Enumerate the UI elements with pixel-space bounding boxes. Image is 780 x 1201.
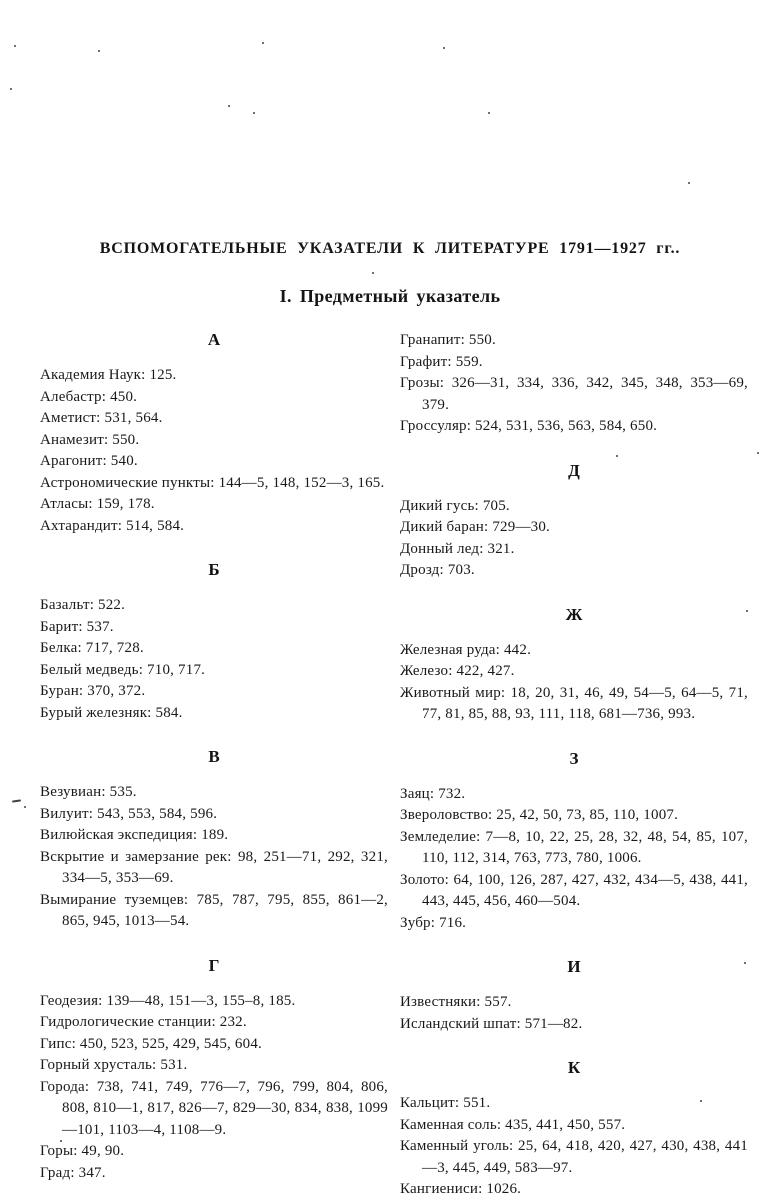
index-entry: Железо: 422, 427. <box>400 663 515 679</box>
index-entry: Арагонит: 540. <box>40 453 138 469</box>
scan-speck <box>12 799 21 802</box>
letter-heading: К <box>567 1058 581 1077</box>
index-entry: Золото: 64, 100, 126, 287, 427, 432, 434—5, 438, 441, 443, 445, 456, 460—504. <box>400 871 748 909</box>
index-entry: Аметист: 531, 564. <box>40 410 163 426</box>
index-entry: Вилюйская экспедиция: 189. <box>40 827 229 843</box>
scan-speck <box>24 806 26 808</box>
letter-heading: З <box>569 748 579 768</box>
letter-heading: И <box>567 957 581 976</box>
index-entry: Дикий гусь: 705. <box>400 497 510 514</box>
scan-speck <box>98 50 100 52</box>
index-entry: Анамезит: 550. <box>40 431 140 448</box>
index-entry: Астрономические пункты: 144—5, 148, 152—3, 165. <box>40 474 385 491</box>
scan-speck <box>688 182 690 184</box>
letter-heading: В <box>208 747 220 766</box>
index-entry: Звероловство: 25, 42, 50, 73, 85, 110, 1007. <box>400 807 679 823</box>
index-entry: Кальцит: 551. <box>400 1095 491 1111</box>
index-entry: Вымирание туземцев: 785, 787, 795, 855, 861—2, 865, 945, 1013—54. <box>40 891 388 929</box>
index-entry: Дикий баран: 729—30. <box>400 519 550 535</box>
index-entry: Алебастр: 450. <box>40 388 138 405</box>
scan-speck <box>253 112 255 114</box>
index-column-left <box>40 330 388 1184</box>
index-entry: Вилуит: 543, 553, 584, 596. <box>40 805 218 822</box>
index-entry: Везувиан: 535. <box>40 784 137 800</box>
index-entry: Каменный уголь: 25, 64, 418, 420, 427, 430, 438, 441—3, 445, 449, 583—97. <box>400 1138 748 1176</box>
scan-speck <box>228 105 230 107</box>
index-entry: Бурый железняк: 584. <box>40 704 183 721</box>
index-entry: Каменная соль: 435, 441, 450, 557. <box>400 1116 626 1133</box>
index-entry: Грозы: 326—31, 334, 336, 342, 345, 348, 353—69, 379. <box>400 375 748 413</box>
index-entry: Гроссуляр: 524, 531, 536, 563, 584, 650. <box>400 418 658 434</box>
index-entry: Гидрологические станции: 232. <box>40 1014 247 1030</box>
index-entry: Горный хрусталь: 531. <box>40 1057 188 1073</box>
index-entry: Горы: 49, 90. <box>40 1143 125 1159</box>
index-columns <box>40 330 748 1201</box>
letter-heading: А <box>207 330 221 349</box>
letter-heading: Б <box>208 560 220 579</box>
index-entry: Атласы: 159, 178. <box>40 496 155 512</box>
scan-speck <box>488 112 490 114</box>
index-entry: Геодезия: 139—48, 151—3, 155–8, 185. <box>40 992 296 1009</box>
index-entry: Вскрытие и замерзание рек: 98, 251—71, 292, 321, 334—5, 353—69. <box>40 848 388 886</box>
index-entry: Базальт: 522. <box>40 597 126 613</box>
index-entry: Кангиениси: 1026. <box>400 1181 522 1197</box>
index-entry: Гипс: 450, 523, 525, 429, 545, 604. <box>40 1035 262 1052</box>
letter-heading: Ж <box>565 604 583 624</box>
index-entry: Академия Наук: 125. <box>40 367 177 383</box>
index-entry: Заяц: 732. <box>400 785 466 802</box>
index-entry: Животный мир: 18, 20, 31, 46, 49, 54—5, 64—5, 71, 77, 81, 85, 88, 93, 111, 118, 681—736, 993. <box>400 684 748 722</box>
index-entry: Зубр: 716. <box>400 914 467 931</box>
scan-speck <box>14 45 16 47</box>
index-column-right <box>400 330 748 1201</box>
letter-heading: Д <box>568 460 580 480</box>
index-entry: Град: 347. <box>40 1164 106 1181</box>
index-entry: Земледелие: 7—8, 10, 22, 25, 28, 32, 48, 54, 85, 107, 110, 112, 314, 763, 773, 780, 1006. <box>400 828 748 866</box>
index-entry: Железная руда: 442. <box>400 641 532 658</box>
index-entry: Исландский шпат: 571—82. <box>400 1015 583 1032</box>
scan-speck <box>262 42 264 44</box>
index-section-title: I. Предметный указатель <box>279 286 501 306</box>
index-entry: Города: 738, 741, 749, 776—7, 796, 799, 804, 806, 808, 810—1, 817, 826—7, 829—30, 834, 838, 1099—101, 1103—4, 1108—9. <box>40 1078 388 1138</box>
scan-speck <box>443 47 445 49</box>
page-title: ВСПОМОГАТЕЛЬНЫЕ УКАЗАТЕЛИ К ЛИТЕРАТУРЕ 1791—1927 гг.. <box>99 240 681 257</box>
scan-speck <box>10 88 12 90</box>
index-entry: Гранапит: 550. <box>400 332 496 348</box>
index-entry: Донный лед: 321. <box>400 540 515 557</box>
index-entry: Ахтарандит: 514, 584. <box>40 517 185 534</box>
index-entry: Барит: 537. <box>40 618 114 635</box>
scan-speck <box>757 452 759 454</box>
index-entry: Белый медведь: 710, 717. <box>40 661 206 678</box>
index-entry: Белка: 717, 728. <box>40 640 144 656</box>
letter-heading: Г <box>208 955 220 975</box>
index-entry: Дрозд: 703. <box>400 562 475 578</box>
index-entry: Графит: 559. <box>400 353 483 370</box>
index-entry: Известняки: 557. <box>400 994 512 1010</box>
scan-speck <box>372 272 374 274</box>
index-entry: Буран: 370, 372. <box>40 683 146 699</box>
